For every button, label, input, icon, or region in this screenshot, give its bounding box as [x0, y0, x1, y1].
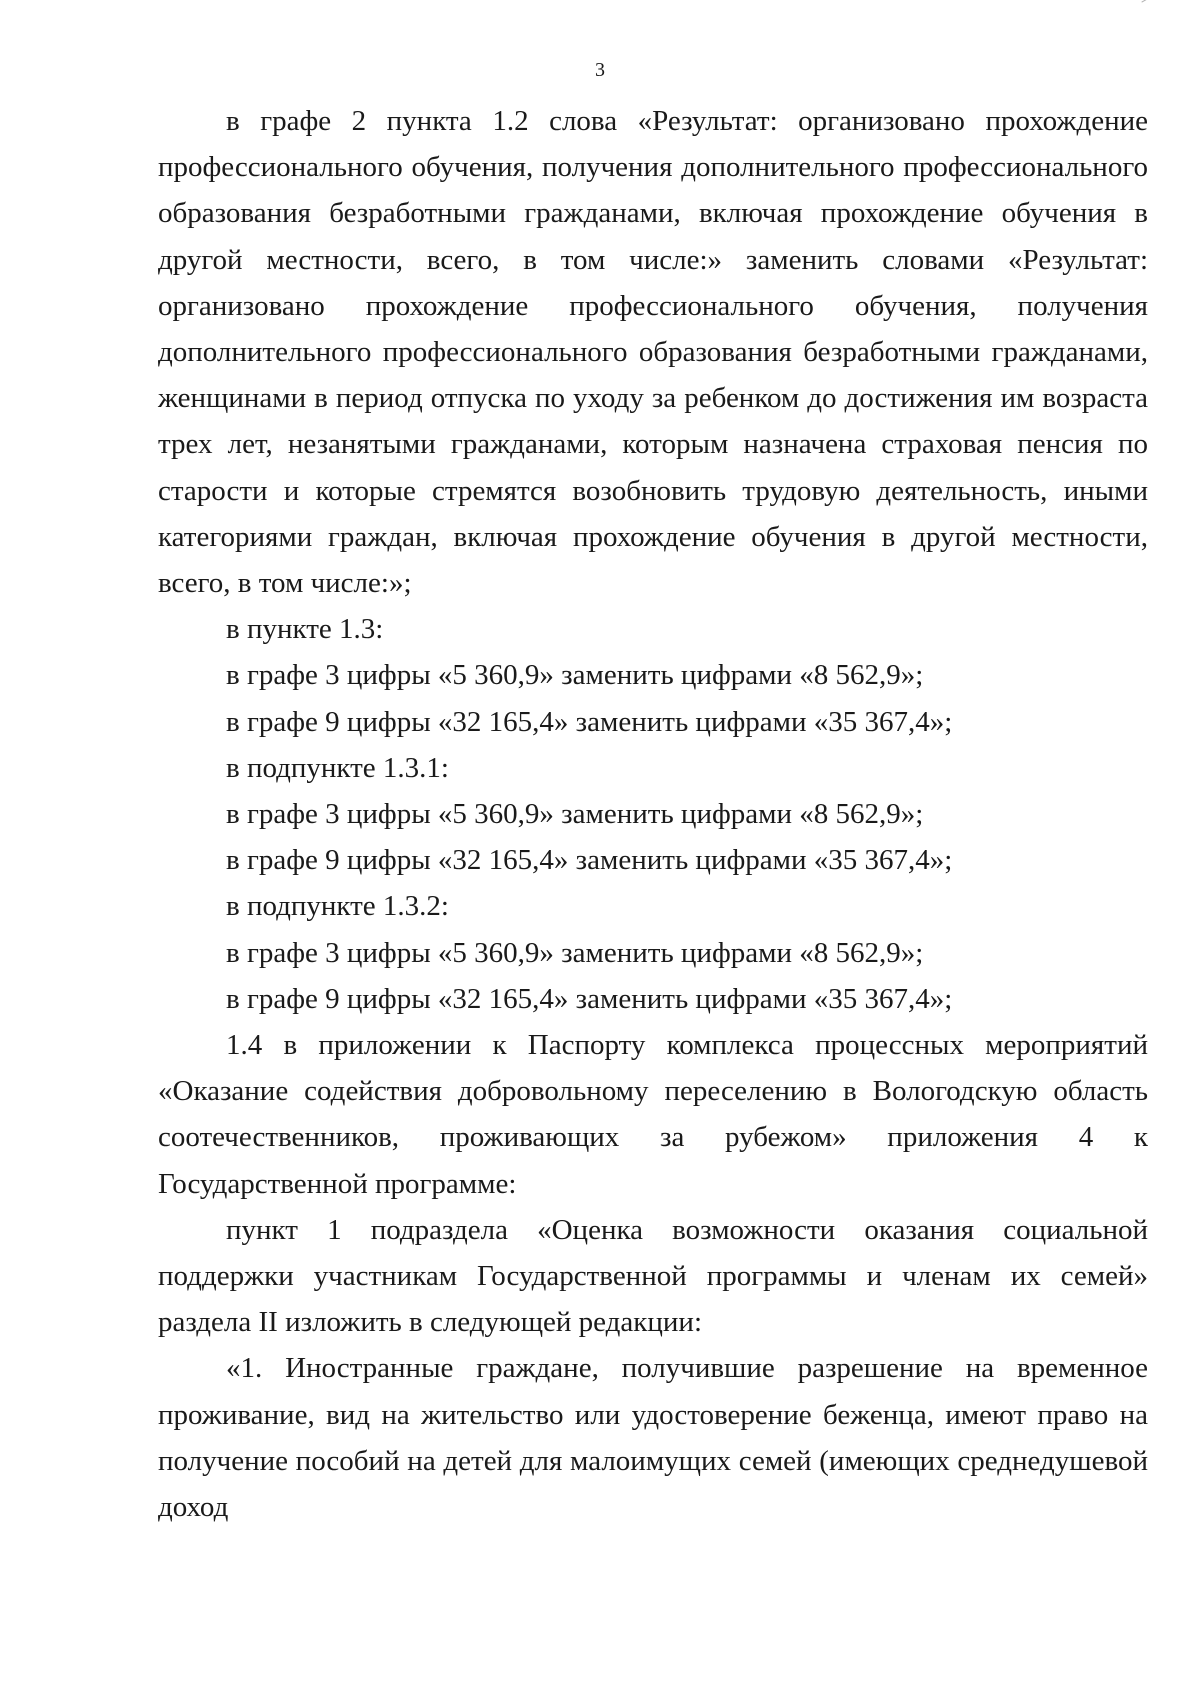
line-point-1-3-col9: в графе 9 цифры «32 165,4» заменить цифрами «35 367,4»;: [226, 705, 953, 738]
line-point-1-3-col3: в графе 3 цифры «5 360,9» заменить цифрами «8 562,9»;: [226, 659, 924, 692]
paragraph-new-wording: «1. Иностранные граждане, получившие разрешение на временное проживание, вид на жительство или удостоверение беженца, имеют право на получение пособий на детей для малоимущих семей (имеющих среднедушевой доход: [158, 1352, 1148, 1524]
line-subpoint-1-3-1-col3: в графе 3 цифры «5 360,9» заменить цифрами «8 562,9»;: [226, 798, 924, 831]
line-subpoint-1-3-1-col9: в графе 9 цифры «32 165,4» заменить цифрами «35 367,4»;: [226, 844, 953, 877]
paragraph-point-1-4: 1.4 в приложении к Паспорту комплекса процессных мероприятий «Оказание содействия добровольному переселению в Вологодскую область соотечественников, проживающих за рубежом» приложения 4 к Государственной программе:: [158, 1029, 1148, 1200]
line-point-1-3: в пункте 1.3:: [226, 613, 384, 646]
line-subpoint-1-3-2-col9: в графе 9 цифры «32 165,4» заменить цифрами «35 367,4»;: [226, 982, 953, 1015]
scan-mark: [1141, 0, 1148, 5]
paragraph-amendment-1-2: в графе 2 пункта 1.2 слова «Результат: организовано прохождение профессионального обучения, получения дополнительного профессионального образования безработными гражданами, включая прохождение обучения в другой местности, всего, в том числе:» заменить словами «Результат: организовано прохождение профессионального обучения, получения дополнительного профессионального образования безработными гражданами, женщинами в период отпуска по уходу за ребенком до достижения им возраста трех лет, незанятыми гражданами, которым назначена страховая пенсия по старости и которые стремятся возобновить трудовую деятельность, иными категориями граждан, включая прохождение обучения в другой местности, всего, в том числе:»;: [158, 105, 1148, 600]
paragraph-subsection-point-1: пункт 1 подраздела «Оценка возможности оказания социальной поддержки участникам Государственной программы и членам их семей» раздела II изложить в следующей редакции:: [158, 1213, 1148, 1339]
line-subpoint-1-3-1: в подпункте 1.3.1:: [226, 751, 449, 784]
line-subpoint-1-3-2: в подпункте 1.3.2:: [226, 890, 449, 923]
line-subpoint-1-3-2-col3: в графе 3 цифры «5 360,9» заменить цифрами «8 562,9»;: [226, 936, 924, 969]
document-body: [158, 98, 1148, 1530]
page-number: 3: [595, 59, 605, 81]
